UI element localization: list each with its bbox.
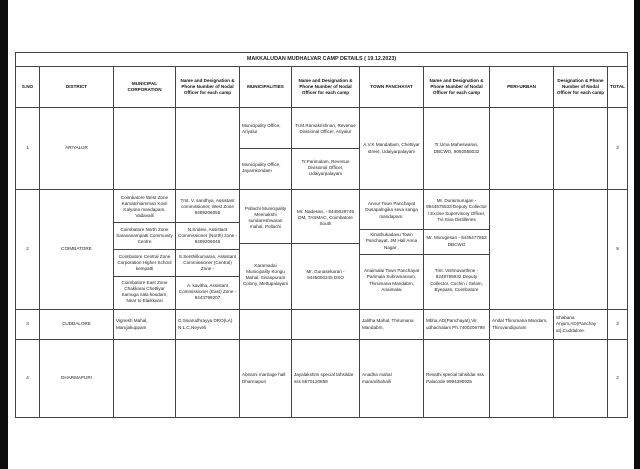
corp-nodal-entry: A. kavitha, Assistant Commissioner (East) Zone - 9443799207 [176,277,239,308]
cell-town-nodal [424,190,490,310]
cell-muni-nodal [292,108,360,190]
muni-nodal-entry: Tr.Parimalam, Revenue Divisional Officer, Udaiyarpalayam [292,149,359,188]
cell-total: 2 [608,340,628,418]
cell-sno: 4 [16,340,40,418]
cell-total: 9 [608,190,628,310]
cell-district: ARIYALUR [40,108,114,190]
cell-sno: 3 [16,310,40,340]
cell-peri-nodal [554,340,608,418]
town-entry: Kinathukadavu Town Panchayat, JM Hall Anna Nagar , [360,229,423,254]
cell-corp-nodal [176,108,240,190]
municipality-entry: Municipality Office, Jayamkondam [240,149,291,188]
cell-peri-nodal [554,108,608,190]
table-row [16,340,628,418]
cell-peri-nodal [554,190,608,310]
town-nodal-entry: Mr. Duraimurugan - 9944575533 Deputy Collector / Excise Supervisory Officer, Tvl.Siva Distilleries [426,198,487,222]
cell-corporation [114,190,176,310]
muni-nodal-entry: Mr. Nadesan, - 9445029749 DM, TASMAC, Coimbatore South [297,208,354,227]
cell-corp-nodal [176,190,240,310]
town-nodal-entry: Mr. Murugesan - 9445477853 DBCWO [424,229,489,254]
cell-muni-nodal [292,190,360,310]
cell-sno: 1 [16,108,40,190]
document-page [8,0,634,469]
cell-peri-urban [490,340,554,418]
header-municipalities: MUNICIPALITIES [240,67,292,108]
header-district: DISTRICT [40,67,114,108]
cell-muni-nodal [292,310,360,340]
table-row [16,190,628,310]
table-row [16,108,628,190]
town-entry: Annur Town Panchayat Dusapalngika seva sanga mandapam. [365,201,418,219]
header-peri-urban: PERI-URBAN [490,67,554,108]
cell-town-panchayat: Jalitha Mahal, Thirumana Mandabm, [360,310,424,340]
cell-total: 3 [608,310,628,340]
cell-town-panchayat: A.V.K Mandabam, Chettiyar street, Udaiyarpalayam [360,108,424,190]
cell-town-panchayat [360,190,424,310]
cell-total: 3 [608,108,628,190]
cell-corporation: Vignesh Mahal, Marujakuppam [114,310,176,340]
corp-nodal-entry: N.Sridevi, Assistant Commissioner (North) zone - 9489206045 [176,223,239,250]
header-sno: S.NO [16,67,40,108]
corporation-entry: Coimbatore East Zone Chakkarai Chettiyar Samuga nala koodam, Near to Elaikkarai [114,277,175,308]
table-title: MAKKALUDAN MUDHALVAR CAMP DETAILS ( 19.12.2023) [16,53,628,67]
cell-corp-nodal [176,340,240,418]
corp-nodal-entry: Tmt. V. sandhya, Assistant commissioner, West Zone 9489206055 [180,197,235,216]
cell-municipalities [240,310,292,340]
corporation-entry: Coimbatore Central Zone Corporation Higher School kempatti [114,250,175,277]
header-municipal-corporation: MUNICIPAL CORPORATION [114,67,176,108]
cell-town-nodal: Tr.Uma Maheswaran, DBCWO, 9092558032 [424,108,490,190]
muni-nodal-entry: Mr. Gunasekaran - 9445000245 DSO [292,244,359,307]
muni-nodal-entry: Tr.M.Ramakrishnan, Revenue Divisional Officer, Ariyalur [295,122,356,134]
table-row [16,310,628,340]
municipality-entry: Pollachi Municipality Meenakshi sundareshwaran mahal, Pollachi [244,205,287,230]
cell-town-nodal: Mbha,AD(Panchayat),Vir udhachalam Ph.7400206798 [424,310,490,340]
corporation-entry: Coimbatore West Zone Kamatchiamman Kovil Kalyana mandapam, Vadavalli [120,194,169,219]
cell-muni-nodal: Jayalakshmi special tahsildar sss 8870120859 [292,340,360,418]
cell-corp-nodal: G.Sivarudhrayya DRO(LA) N.L.C,Neyveli [176,310,240,340]
header-nodal-municipalities: Name and Designation & Phone Number of Nodal Officer for each camp [292,67,360,108]
town-nodal-entry: Tmt. Vishnuvarthine - 8248765932 Deputy Collector, Cochin / Selam, Byepass, Coimbatore [424,254,489,307]
cell-district: COIMBATORE [40,190,114,310]
corporation-entry: Coimbatore North Zone Saravanampatti Community Centre [114,223,175,250]
cell-district: DHARMAPURI [40,340,114,418]
cell-peri-nodal: Shabana Anjum,AD(Panchay at),Cuddalore. [554,310,608,340]
town-entry: Anaimalai Town Panchayat Parimala Subramanium, Thirumana Mandabm, Anaimalai [360,254,423,307]
corp-nodal-entry: S.Senthilkumaran, Assistant Commissioner (Central) Zone - [176,250,239,277]
header-town-panchayat: TOWN PANCHAYAT [360,67,424,108]
cell-peri-urban [490,190,554,310]
cell-district: CUDDALORE [40,310,114,340]
cell-peri-urban [490,108,554,190]
header-nodal-corporation: Name and Designation & Phone Number of Nodal Officer for each camp [176,67,240,108]
header-total: TOTAL [608,67,628,108]
municipality-entry: Municipality Office, Ariyalur [242,122,281,134]
header-nodal-peri: Designation & Phone Number of Nodal Officer for each camp [554,67,608,108]
cell-municipalities [240,108,292,190]
cell-municipalities [240,190,292,310]
cell-sno: 2 [16,190,40,310]
municipality-entry: Karamadai Municipality Kongu Mahal, Sivanpuram Colony, Mettupalayam [240,244,291,307]
header-nodal-town: Name and Designation & Phone Number of Nodal Officer for each camp [424,67,490,108]
cell-corporation [114,108,176,190]
cell-town-nodal: Revathi special tahsildar sss Palacode 9994390925 [424,340,490,418]
cell-peri-urban: Andal Thirumana Mandam, Thiruvandipuram [490,310,554,340]
cell-corporation [114,340,176,418]
cell-municipalities: Abirami marriage hall Dharmapuri [240,340,292,418]
cell-town-panchayat: Anadha mahal marandhahalli [360,340,424,418]
camp-details-table [15,52,628,418]
